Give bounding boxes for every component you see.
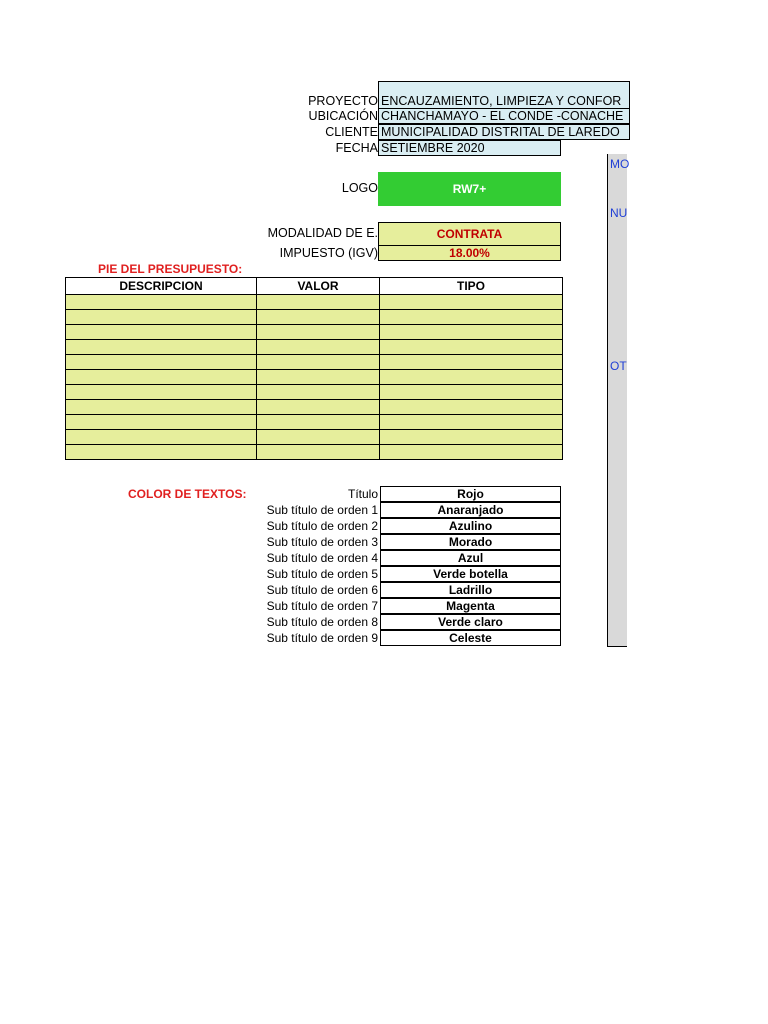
pie-cell-descripcion[interactable] [66,340,257,355]
logo-label: LOGO [341,181,378,195]
pie-cell-tipo[interactable] [380,370,563,385]
pie-row [66,400,563,415]
pie-cell-descripcion[interactable] [66,370,257,385]
pie-cell-valor[interactable] [257,310,380,325]
ubicacion-field[interactable]: CHANCHAMAYO - EL CONDE -CONACHE [378,108,630,124]
pie-cell-valor[interactable] [257,415,380,430]
color-row-label: Sub título de orden 8 [266,615,378,629]
pie-col-valor: VALOR [257,278,380,295]
color-row-label: Sub título de orden 9 [266,631,378,645]
fecha-field[interactable]: SETIEMBRE 2020 [378,140,561,156]
color-row-value[interactable]: Morado [380,534,561,550]
pie-cell-descripcion[interactable] [66,385,257,400]
pie-col-tipo: TIPO [380,278,563,295]
pie-cell-valor[interactable] [257,430,380,445]
pie-cell-valor[interactable] [257,385,380,400]
pie-cell-descripcion[interactable] [66,295,257,310]
pie-row [66,340,563,355]
color-row-value[interactable]: Anaranjado [380,502,561,518]
pie-cell-descripcion[interactable] [66,415,257,430]
pie-cell-tipo[interactable] [380,385,563,400]
color-row-label: Sub título de orden 3 [266,535,378,549]
pie-cell-tipo[interactable] [380,310,563,325]
color-row-value[interactable]: Ladrillo [380,582,561,598]
color-row-value[interactable]: Azulino [380,518,561,534]
pie-row [66,370,563,385]
pie-row [66,430,563,445]
modalidad-label: MODALIDAD DE E. [267,226,378,240]
pie-cell-tipo[interactable] [380,295,563,310]
pie-col-descripcion: DESCRIPCION [66,278,257,295]
pie-row [66,310,563,325]
pie-cell-valor[interactable] [257,325,380,340]
pie-row [66,295,563,310]
pie-cell-descripcion[interactable] [66,445,257,460]
color-row-value[interactable]: Celeste [380,630,561,646]
pie-cell-valor[interactable] [257,355,380,370]
pie-cell-descripcion[interactable] [66,310,257,325]
pie-cell-tipo[interactable] [380,355,563,370]
color-row-value[interactable]: Magenta [380,598,561,614]
ubicacion-label: UBICACIÓN [308,109,378,123]
pie-cell-valor[interactable] [257,370,380,385]
pie-body [66,295,563,460]
pie-cell-tipo[interactable] [380,415,563,430]
fecha-label: FECHA [335,141,378,155]
cliente-field[interactable]: MUNICIPALIDAD DISTRITAL DE LAREDO [378,124,630,140]
logo-cell[interactable] [378,172,561,206]
side-item-nu: NU [610,206,628,220]
pie-cell-descripcion[interactable] [66,325,257,340]
pie-table [65,277,563,460]
pie-row [66,385,563,400]
color-row-label: Sub título de orden 2 [266,519,378,533]
color-row-value[interactable]: Rojo [380,486,561,502]
pie-cell-tipo[interactable] [380,400,563,415]
pie-row [66,445,563,460]
color-row-label: Título [347,487,378,501]
color-row-value[interactable]: Azul [380,550,561,566]
pie-cell-tipo[interactable] [380,325,563,340]
pie-row [66,325,563,340]
pie-row [66,355,563,370]
logo-text: RW7+ [452,182,487,196]
pie-cell-descripcion[interactable] [66,400,257,415]
color-row-label: Sub título de orden 7 [266,599,378,613]
side-item-mo: MO [610,157,630,171]
pie-cell-valor[interactable] [257,295,380,310]
pie-cell-descripcion[interactable] [66,430,257,445]
color-row-label: Sub título de orden 1 [266,503,378,517]
side-item-ot: OT [610,359,627,373]
pie-cell-tipo[interactable] [380,430,563,445]
proyecto-field[interactable]: ENCAUZAMIENTO, LIMPIEZA Y CONFOR [378,81,630,109]
pie-cell-valor[interactable] [257,400,380,415]
proyecto-label: PROYECTO [308,94,378,108]
cliente-label: CLIENTE [325,125,378,139]
modalidad-field[interactable]: CONTRATA [378,222,561,246]
side-panel [607,154,630,647]
pie-cell-tipo[interactable] [380,445,563,460]
color-row-value[interactable]: Verde botella [380,566,561,582]
pie-cell-valor[interactable] [257,340,380,355]
colores-title: COLOR DE TEXTOS: [128,487,247,501]
impuesto-field[interactable]: 18.00% [378,245,561,261]
color-row-label: Sub título de orden 5 [266,567,378,581]
impuesto-label: IMPUESTO (IGV) [279,246,378,260]
color-row-value[interactable]: Verde claro [380,614,561,630]
pie-row [66,415,563,430]
pie-title: PIE DEL PRESUPUESTO: [98,262,243,276]
pie-cell-tipo[interactable] [380,340,563,355]
color-row-label: Sub título de orden 4 [266,551,378,565]
color-row-label: Sub título de orden 6 [266,583,378,597]
pie-cell-descripcion[interactable] [66,355,257,370]
pie-cell-valor[interactable] [257,445,380,460]
